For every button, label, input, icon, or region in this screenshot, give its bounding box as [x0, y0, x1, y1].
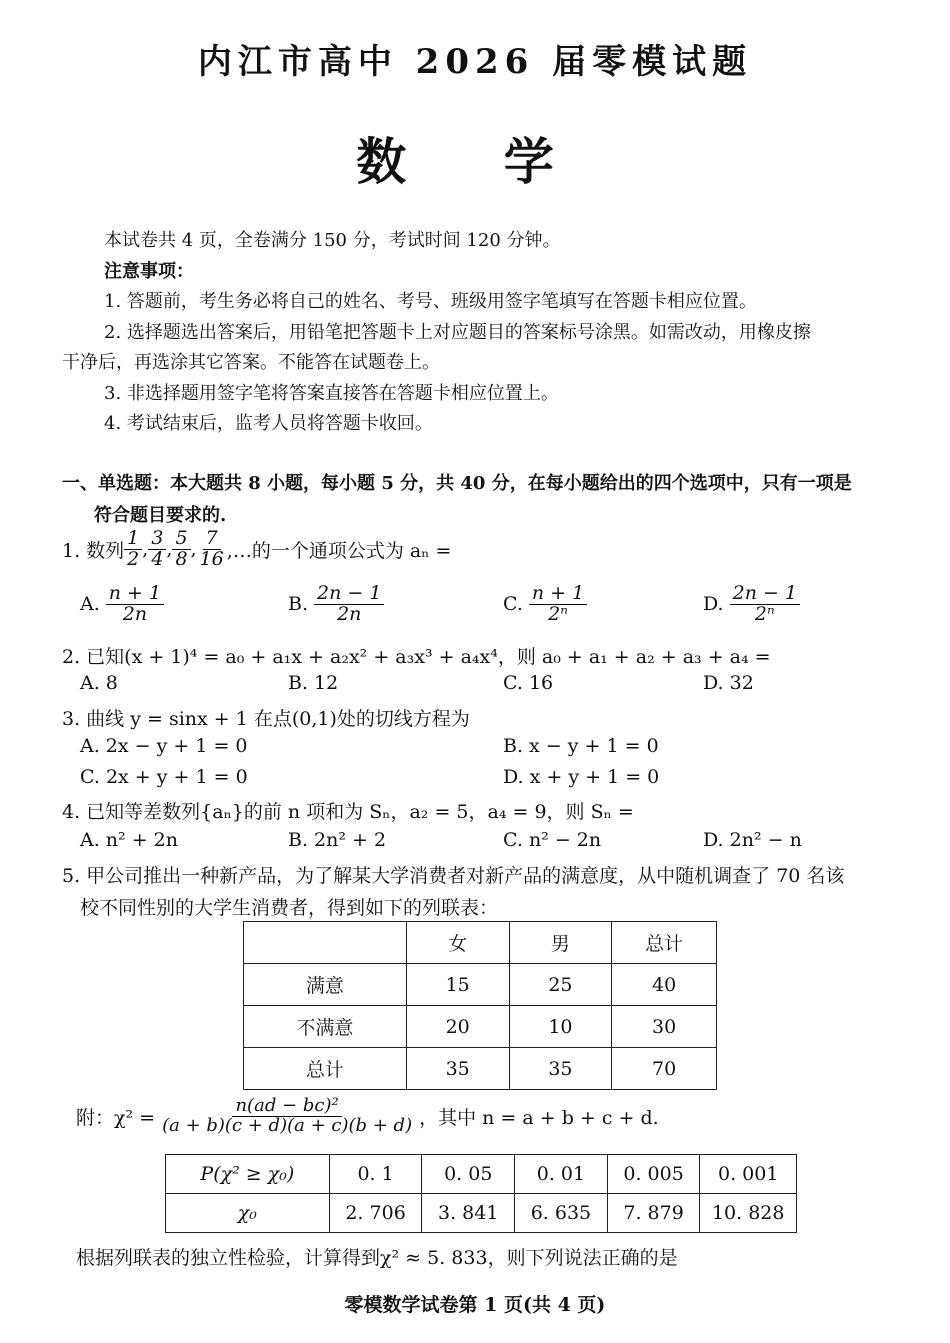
table-cell: χ₀ — [166, 1194, 330, 1233]
q2-option-a[interactable]: A. 8 — [80, 672, 118, 694]
table-cell: 15 — [406, 964, 509, 1006]
table-cell: 总计 — [612, 922, 717, 964]
q3-option-c[interactable]: C. 2x + y + 1 = 0 — [80, 766, 248, 788]
notes-heading: 注意事项： — [104, 261, 194, 282]
table-cell: 0. 1 — [329, 1155, 422, 1194]
table-cell: 30 — [612, 1006, 717, 1048]
q1-option-c[interactable]: C. $\frac{n + 1}{\text{2ⁿ}}$ — [503, 584, 587, 625]
exam-title: 内江市高中 2026 届零模试题 — [197, 42, 753, 82]
formula-suffix: ，其中 n = a + b + c + d. — [419, 1106, 659, 1129]
table-cell: 0. 01 — [515, 1155, 608, 1194]
q4-option-b[interactable]: B. 2n² + 2 — [288, 829, 387, 851]
q4-option-d[interactable]: D. 2n² − n — [703, 829, 802, 851]
note-item-1: 1. 答题前，考生务必将自己的姓名、考号、班级用签字笔填写在答题卡相应位置。 — [104, 291, 757, 312]
chi-critical-table — [165, 1154, 797, 1233]
q3-option-b[interactable]: B. x − y + 1 = 0 — [503, 735, 659, 757]
table-cell: 20 — [406, 1006, 509, 1048]
table-cell: 总计 — [244, 1048, 407, 1090]
q1-option-b[interactable]: B. $\frac{2n - 1}{2n}$ — [288, 584, 384, 625]
table-cell: 0. 005 — [607, 1155, 700, 1194]
q1-term-4: $\frac{7}{16}$ — [199, 527, 224, 570]
table-cell: 3. 841 — [422, 1194, 515, 1233]
q4-option-c[interactable]: C. n² − 2n — [503, 829, 602, 851]
table-cell: 满意 — [244, 964, 407, 1006]
q1-term-3: $\frac{5}{8}$ — [172, 529, 190, 570]
table-row — [244, 1048, 717, 1090]
table-row — [244, 1006, 717, 1048]
table-cell: 2. 706 — [329, 1194, 422, 1233]
table-cell: 女 — [406, 922, 509, 964]
contingency-table — [243, 921, 717, 1090]
table-cell: 7. 879 — [607, 1194, 700, 1233]
question-5: 5. 甲公司推出一种新产品，为了解某大学消费者对新产品的满意度，从中随机调查了 70 名该 — [62, 865, 845, 887]
table-cell: 男 — [509, 922, 612, 964]
table-row — [166, 1194, 797, 1233]
question-3: 3. 曲线 y = sinx + 1 在点(0,1)处的切线方程为 — [62, 708, 470, 730]
q4-option-a[interactable]: A. n² + 2n — [80, 829, 178, 851]
table-cell — [244, 922, 407, 964]
q2-option-b[interactable]: B. 12 — [288, 672, 339, 694]
q2-option-d[interactable]: D. 32 — [703, 672, 754, 694]
question-5-cont: 校不同性别的大学生消费者，得到如下的列联表： — [80, 897, 499, 919]
q1-suffix: ,…的一个通项公式为 aₙ = — [226, 539, 452, 562]
subject-title: 数 学 — [356, 132, 594, 191]
q1-option-d[interactable]: D. $\frac{2n - 1}{\text{2ⁿ}}$ — [703, 584, 800, 625]
table-header-row — [244, 922, 717, 964]
formula-fraction: $\frac{\text{n(ad − bc)²}}{(a + b)(c + d)(a + c)(b + d)}$ — [162, 1095, 413, 1136]
table-cell: P(χ² ≥ χ₀) — [166, 1155, 330, 1194]
q1-term-1: $\frac{1}{2}$ — [124, 529, 142, 570]
table-cell: 不满意 — [244, 1006, 407, 1048]
table-cell: 0. 001 — [700, 1155, 797, 1194]
q3-option-d[interactable]: D. x + y + 1 = 0 — [503, 766, 660, 788]
q1-prefix: 1. 数列 — [62, 539, 125, 562]
table-cell: 35 — [509, 1048, 612, 1090]
formula-prefix: 附：χ² = — [76, 1106, 156, 1129]
question-4: 4. 已知等差数列{aₙ}的前 n 项和为 Sₙ，a₂ = 5，a₄ = 9，则 Sₙ = — [62, 801, 634, 823]
q1-option-a[interactable]: A. $\frac{n + 1}{2n}$ — [80, 584, 164, 625]
note-item-4: 4. 考试结束后，监考人员将答题卡收回。 — [104, 413, 433, 434]
table-cell: 6. 635 — [515, 1194, 608, 1233]
question-2: 2. 已知(x + 1)⁴ = a₀ + a₁x + a₂x² + a₃x³ + a₄x⁴，则 a₀ + a₁ + a₂ + a₃ + a₄ = — [62, 646, 771, 668]
note-item-2-cont: 干净后，再选涂其它答案。不能答在试题卷上。 — [62, 352, 440, 373]
table-cell: 10. 828 — [700, 1194, 797, 1233]
table-cell: 10 — [509, 1006, 612, 1048]
page-footer: 零模数学试卷第 1 页(共 4 页) — [344, 1294, 606, 1316]
section-heading-cont: 符合题目要求的. — [94, 505, 227, 526]
note-item-3: 3. 非选择题用签字笔将答案直接答在答题卡相应位置上。 — [104, 383, 559, 404]
table-cell: 40 — [612, 964, 717, 1006]
chi-square-formula — [76, 1097, 659, 1136]
section-heading: 一、单选题：本大题共 8 小题，每小题 5 分，共 40 分，在每小题给出的四个选项中，只有一项是 — [62, 473, 852, 494]
table-row — [166, 1155, 797, 1194]
q5-conclusion: 根据列联表的独立性检验，计算得到χ² ≈ 5. 833，则下列说法正确的是 — [76, 1247, 678, 1269]
table-cell: 0. 05 — [422, 1155, 515, 1194]
q3-option-a[interactable]: A. 2x − y + 1 = 0 — [80, 735, 248, 757]
question-1: 1. 数列 $\frac{1}{2}$ , $\frac{3}{4}$ , $\frac{5}{8}$ , $\frac{7}{16}$ ,…的一个通项公式为 aₙ = — [62, 527, 452, 570]
q1-term-2: $\frac{3}{4}$ — [148, 529, 166, 570]
table-cell: 35 — [406, 1048, 509, 1090]
q2-option-c[interactable]: C. 16 — [503, 672, 554, 694]
table-cell: 70 — [612, 1048, 717, 1090]
note-item-2: 2. 选择题选出答案后，用铅笔把答题卡上对应题目的答案标号涂黑。如需改动，用橡皮擦 — [104, 322, 811, 343]
table-row — [244, 964, 717, 1006]
table-cell: 25 — [509, 964, 612, 1006]
exam-intro: 本试卷共 4 页，全卷满分 150 分，考试时间 120 分钟。 — [104, 230, 561, 251]
